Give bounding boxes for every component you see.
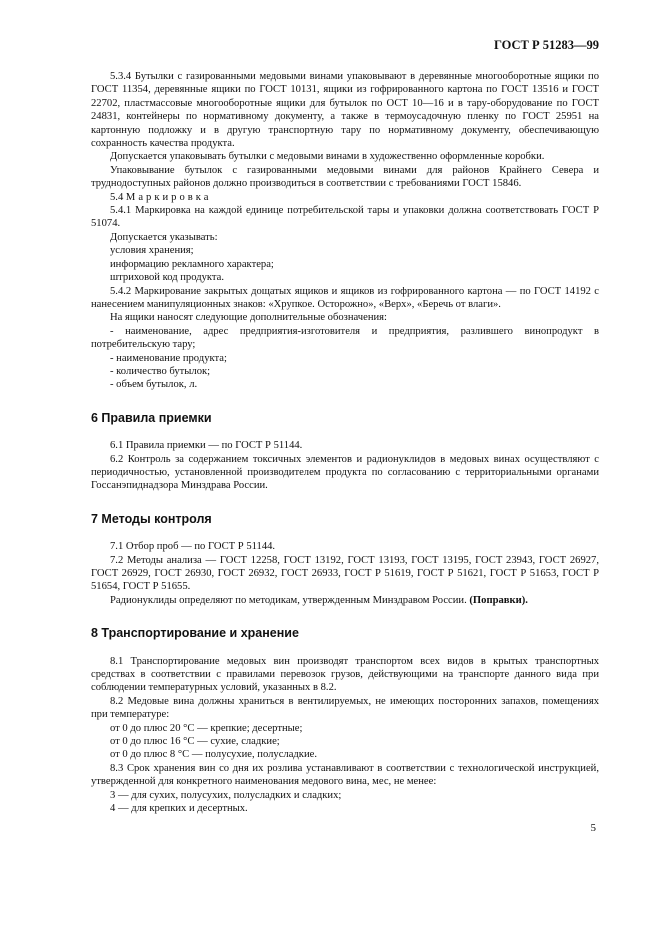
paragraph-additional: На ящики наносят следующие дополнительные обозначения: bbox=[110, 312, 387, 324]
standard-header: ГОСТ Р 51283—99 bbox=[493, 38, 599, 52]
list-item: - количество бутылок; bbox=[110, 365, 211, 377]
list-item: от 0 до плюс 16 °С — сухие, сладкие; bbox=[110, 736, 280, 748]
list-item: - наименование, адрес предприятия-изготовителя и предприятия, разлившего винопродукт в потребительскую тару; bbox=[91, 325, 599, 351]
paragraph-radionuclides bbox=[91, 594, 599, 607]
paragraph-6-2: 6.2 Контроль за содержанием токсичных элементов и радионуклидов в медовых винах осуществляют с периодичностью, установленной производителем продукта по согласованию с территориальными органами Госсанэпиднадзора Минздрава России. bbox=[91, 453, 599, 492]
paragraph-allowed: Допускается указывать: bbox=[110, 231, 218, 243]
list-item: от 0 до плюс 8 °С — полусухие, полусладкие. bbox=[110, 749, 317, 761]
paragraph-8-2: 8.2 Медовые вина должны храниться в вентилируемых, не имеющих посторонних запахов, помещениях при температуре: bbox=[91, 695, 599, 721]
list-item: 3 — для сухих, полусухих, полусладких и сладких; bbox=[110, 789, 342, 801]
paragraph-8-3: 8.3 Срок хранения вин со дня их розлива устанавливают в соответствии с технологической инструкцией, утвержденной для конкретного наименования медового вина, мес, не менее: bbox=[91, 762, 599, 788]
page-number: 5 bbox=[590, 822, 596, 834]
paragraph-6-1: 6.1 Правила приемки — по ГОСТ Р 51144. bbox=[110, 440, 303, 452]
list-item: 4 — для крепких и десертных. bbox=[110, 803, 248, 815]
subsection-title: Маркировка bbox=[125, 191, 212, 203]
section-7-title: 7 Методы контроля bbox=[91, 511, 212, 526]
list-item: информацию рекламного характера; bbox=[110, 258, 274, 270]
list-item: - наименование продукта; bbox=[110, 352, 227, 364]
list-item: от 0 до плюс 20 °С — крепкие; десертные; bbox=[110, 722, 303, 734]
list-item: условия хранения; bbox=[110, 245, 194, 257]
paragraph-5-4-2: 5.4.2 Маркирование закрытых дощатых ящиков и ящиков из гофрированного картона — по ГОСТ 14192 с нанесением манипуляционных знаков: «Хрупкое. Осторожно», «Верх», «Беречь от влаги». bbox=[91, 285, 599, 310]
amendment-note: (Поправки). bbox=[469, 594, 528, 606]
section-8-title: 8 Транспортирование и хранение bbox=[91, 626, 299, 641]
paragraph-5-4-1: 5.4.1 Маркировка на каждой единице потребительской тары и упаковки должна соответствовать ГОСТ Р 51074. bbox=[91, 205, 599, 230]
list-item: штриховой код продукта. bbox=[110, 272, 225, 284]
list-item: - объем бутылок, л. bbox=[110, 379, 198, 391]
paragraph-8-1: 8.1 Транспортирование медовых вин производят транспортом всех видов в крытых транспортных средствах в соответствии с правилами перевозок грузов, действующими на транспорте данного вида при соблюдении температурных условий, указанных в 8.2. bbox=[91, 655, 599, 694]
section-6-title: 6 Правила приемки bbox=[91, 410, 212, 425]
radionuclides-text: Радионуклиды определяют по методикам, утвержденным Минздравом России. bbox=[110, 594, 467, 606]
document-body bbox=[91, 70, 599, 816]
paragraph-5-3-4: 5.3.4 Бутылки с газированными медовыми винами упаковывают в деревянные многооборотные ящики по ГОСТ 11354, деревянные ящики по ГОСТ 10131, ящики из гофрированного картона по ГОСТ 13516 и ГОСТ 22702, пластмассовые многооборотные ящики для бутылок по ОСТ 10—16 и в тару-оборудование по ГОСТ 24831, контейнеры по нормативному документу, а также в термоусадочную пленку по ГОСТ 25951 на картонную подложку и в другую транспортную тару по нормативному документу, обеспечивающую сохранность качества продукта. bbox=[91, 71, 599, 150]
paragraph-north-packing: Упаковывание бутылок с газированными медовыми винами для районов Крайнего Севера и труднодоступных районов должно производиться в соответствии с требованиями ГОСТ 15846. bbox=[91, 164, 599, 190]
paragraph-7-1: 7.1 Отбор проб — по ГОСТ Р 51144. bbox=[110, 541, 276, 553]
subsection-5-4-heading bbox=[91, 191, 599, 204]
paragraph-gift-box: Допускается упаковывать бутылки с медовыми винами в художественно оформленные коробки. bbox=[110, 151, 545, 163]
paragraph-7-2: 7.2 Методы анализа — ГОСТ 12258, ГОСТ 13192, ГОСТ 13193, ГОСТ 13195, ГОСТ 23943, ГОСТ 26927, ГОСТ 26929, ГОСТ 26930, ГОСТ 26932, ГОСТ 26933, ГОСТ Р 51619, ГОСТ Р 51621, ГОСТ Р 51653, ГОСТ Р 51654, ГОСТ Р 51655. bbox=[91, 554, 599, 593]
subsection-number: 5.4 bbox=[110, 191, 124, 203]
